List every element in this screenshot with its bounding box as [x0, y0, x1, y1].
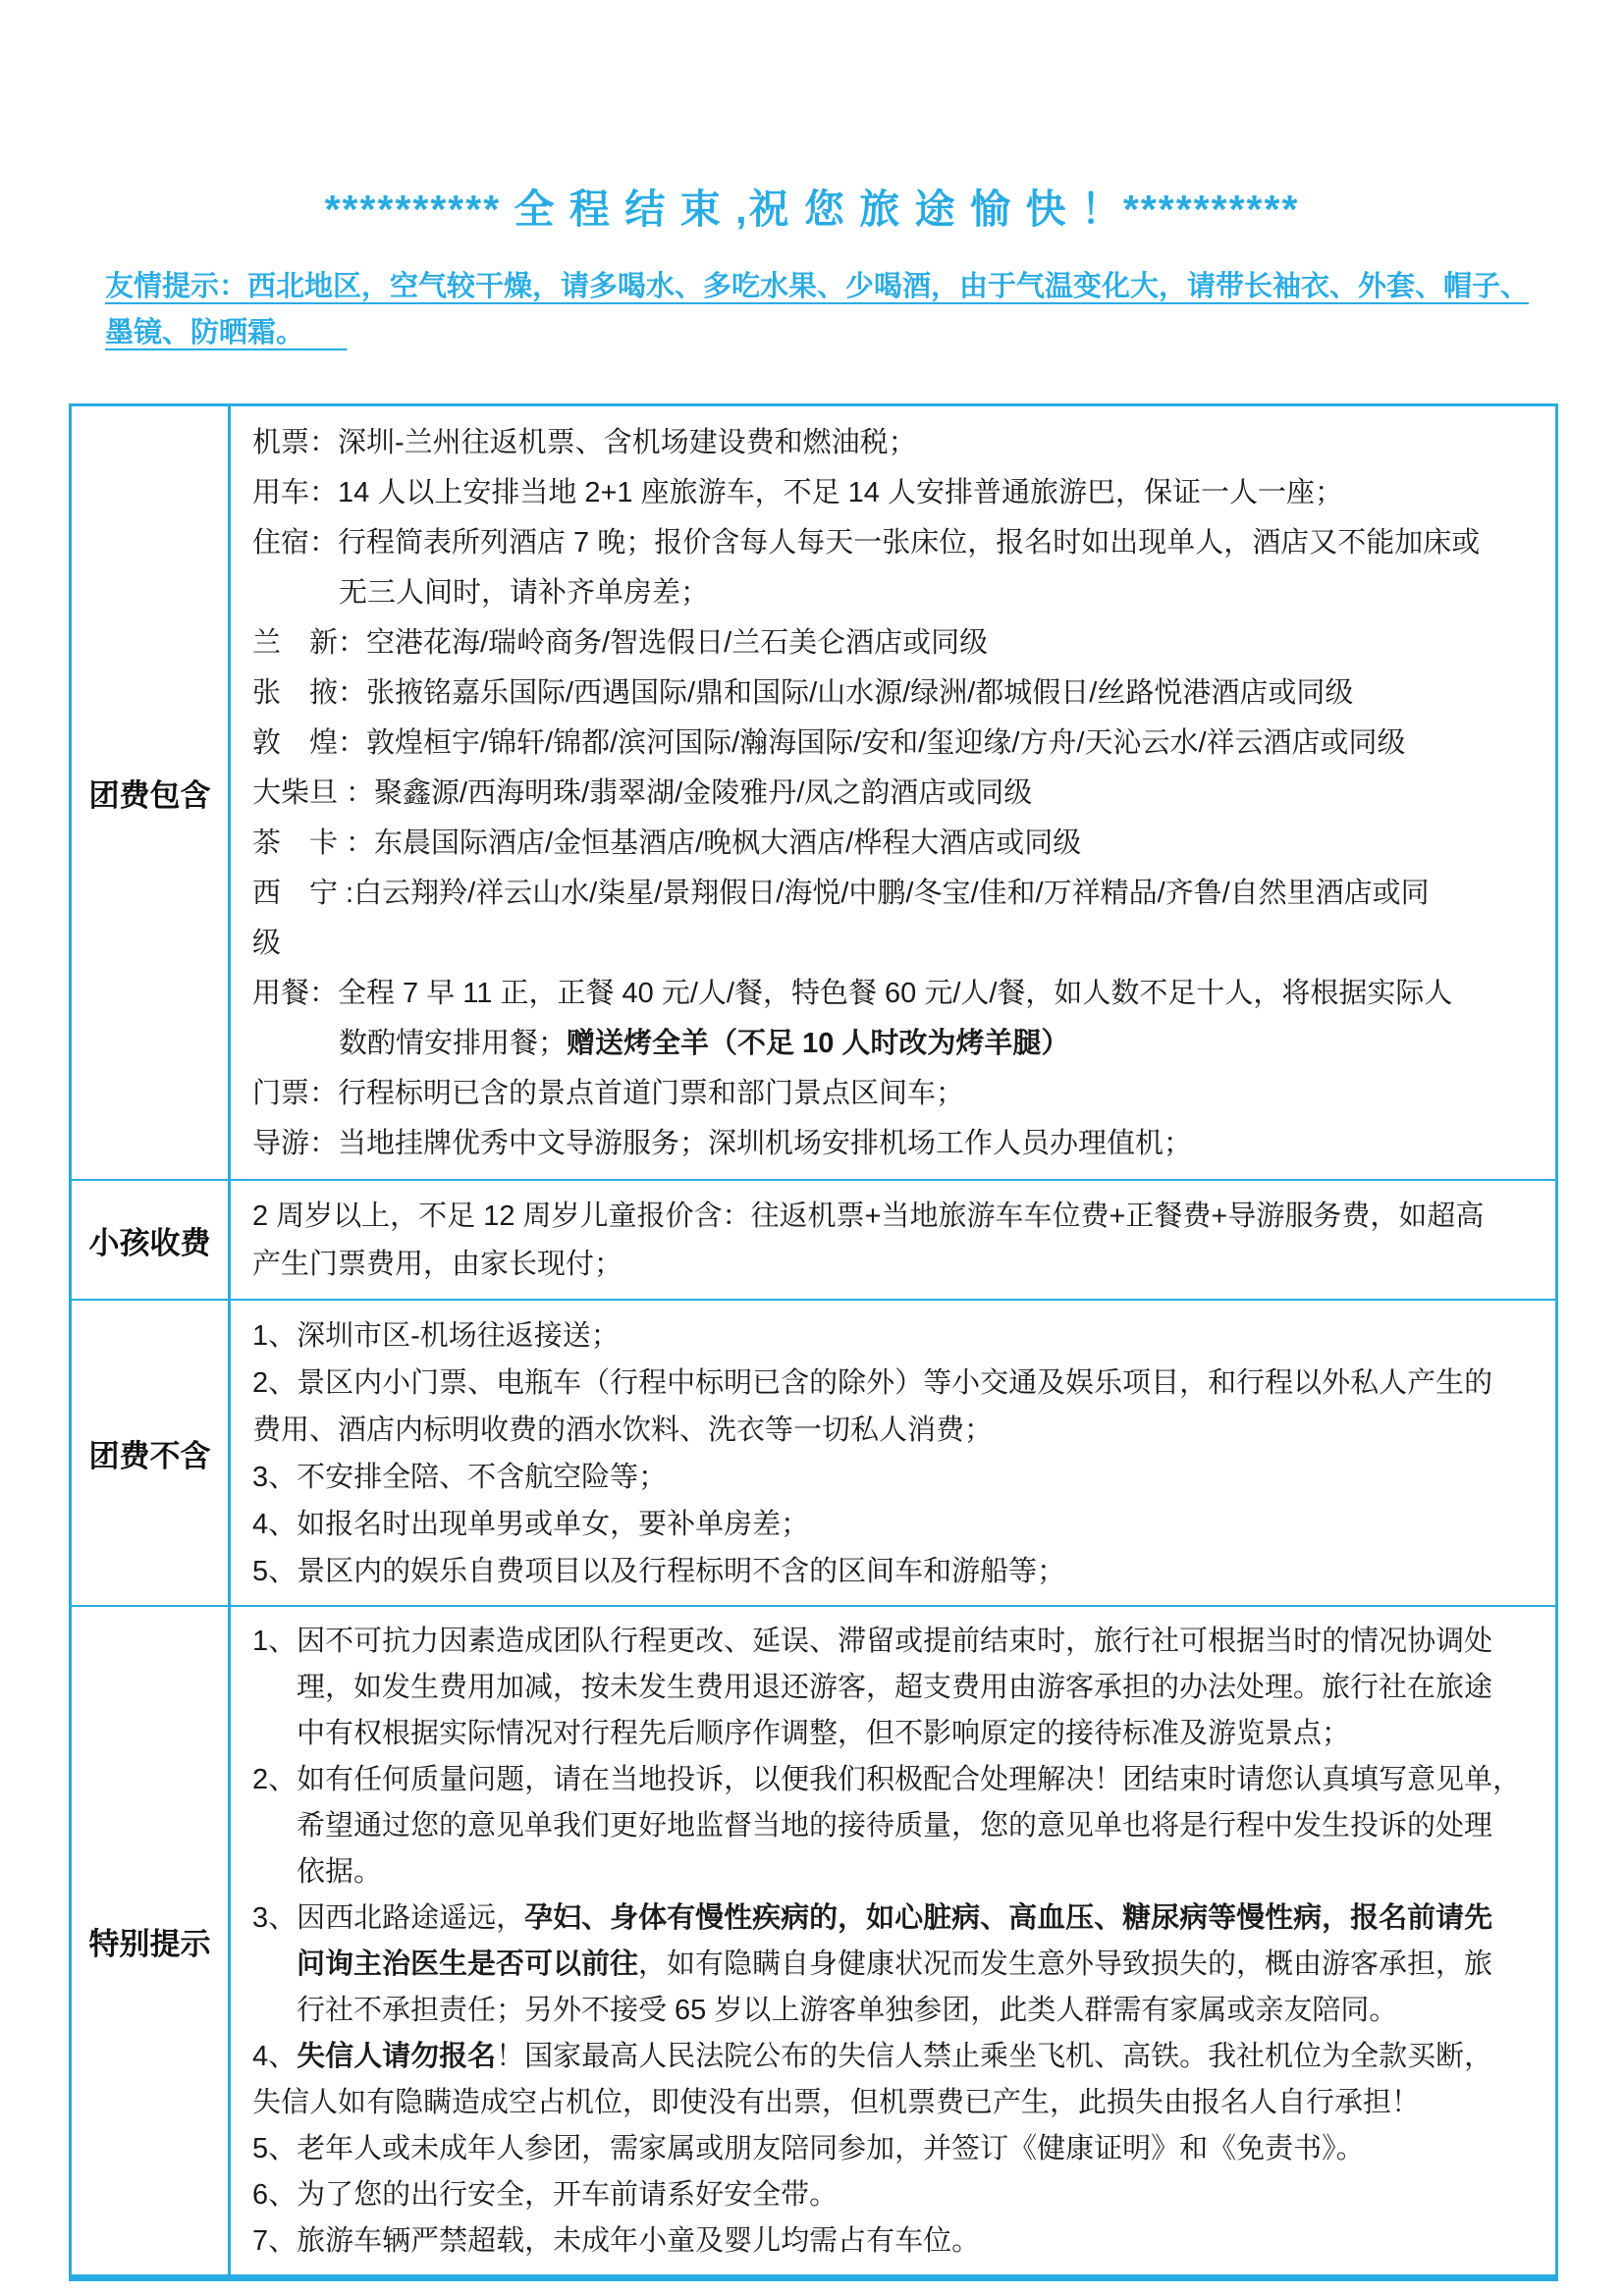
- content-line: [252, 668, 1534, 719]
- content-line: [252, 1019, 1534, 1069]
- row-label: 团费不含: [72, 1301, 231, 1605]
- text-segment: 中有权根据实际情况对行程先后顺序作调整，但不影响原定的接待标准及游览景点；: [297, 1718, 1351, 1749]
- text-segment: 希望通过您的意见单我们更好地监督当地的接待质量，您的意见单也将是行程中发生投诉的处理: [297, 1810, 1493, 1842]
- content-line: [252, 2080, 1534, 2126]
- text-segment: 门票：行程标明已含的景点首道门票和部门景点区间车；: [252, 1078, 965, 1109]
- text-segment: 西 宁 :白云翔羚/祥云山水/柒星/景翔假日/海悦/中鹏/冬宝/佳和/万祥精品/齐鲁/自然里酒店或同: [252, 878, 1430, 909]
- content-line: [252, 1069, 1534, 1119]
- content-line: [252, 468, 1534, 518]
- row-label: 团费包含: [72, 406, 231, 1179]
- text-segment: 2、景区内小门票、电瓶车（行程中标明已含的除外）等小交通及娱乐项目，和行程以外私人产生的: [252, 1367, 1493, 1399]
- content-line: [252, 618, 1534, 668]
- content-line: [252, 1407, 1534, 1454]
- bold-text-segment: 孕妇、身体有慢性疾病的，如心脏病、高血压、糖尿病等慢性病，报名前请先: [524, 1902, 1493, 1934]
- content-line: [252, 869, 1534, 919]
- content-line: [252, 719, 1534, 769]
- text-segment: 3、不安排全陪、不含航空险等；: [252, 1462, 668, 1493]
- content-line: [252, 1454, 1534, 1501]
- content-line: [252, 1193, 1534, 1241]
- text-segment: ！国家最高人民法院公布的失信人禁止乘坐飞机、高铁。我社机位为全款买断，: [496, 2041, 1493, 2072]
- text-segment: 理，如发生费用加减，按未发生费用退还游客，超支费用由游客承担的办法处理。旅行社在旅途: [297, 1672, 1493, 1703]
- row-label: 小孩收费: [72, 1181, 231, 1299]
- content-line: [252, 1849, 1534, 1896]
- content-line: [252, 769, 1534, 819]
- content-line: [252, 2218, 1534, 2265]
- text-segment: 用餐：全程 7 早 11 正，正餐 40 元/人/餐，特色餐 60 元/人/餐，如人数不足十人，将根据实际人: [252, 978, 1453, 1009]
- text-segment: 失信人如有隐瞒造成空占机位，即使没有出票，但机票费已产生，此损失由报名人自行承担！: [252, 2087, 1421, 2118]
- text-segment: 依据。: [297, 1856, 383, 1888]
- text-segment: 级: [252, 928, 282, 959]
- text-segment: 兰 新：空港花海/瑞岭商务/智选假日/兰石美仑酒店或同级: [252, 627, 989, 659]
- content-line: [252, 1548, 1534, 1595]
- content-line: [252, 919, 1534, 969]
- text-segment: 行社不承担责任；另外不接受 65 岁以上游客单独参团，此类人群需有家属或亲友陪同。: [297, 1995, 1398, 2026]
- text-segment: 7、旅游车辆严禁超载，未成年小童及婴儿均需占有车位。: [252, 2225, 981, 2257]
- row-label: 特别提示: [72, 1607, 231, 2274]
- text-segment: 3、因西北路途遥远，: [252, 1902, 525, 1934]
- text-segment: ，如有隐瞒自身健康状况而发生意外导致损失的，概由游客承担，旅: [638, 1949, 1493, 1980]
- content-line: [252, 819, 1534, 869]
- content-line: [252, 1665, 1534, 1711]
- bold-text-segment: 赠送烤全羊（不足 10 人时改为烤羊腿）: [567, 1028, 1070, 1059]
- bold-text-segment: 问询主治医生是否可以前往: [297, 1949, 639, 1980]
- content-line: [252, 1241, 1534, 1289]
- content-line: [252, 1501, 1534, 1548]
- table-row: [72, 1299, 1555, 1605]
- text-segment: 用车：14 人以上安排当地 2+1 座旅游车，不足 14 人安排普通旅游巴，保证一人一座；: [252, 477, 1343, 508]
- text-segment: 张 掖：张掖铭嘉乐国际/西遇国际/鼎和国际/山水源/绿洲/都城假日/丝路悦港酒店或同级: [252, 677, 1354, 709]
- content-line: [252, 418, 1534, 468]
- row-content: [231, 406, 1555, 1179]
- content-line: [252, 1757, 1534, 1803]
- content-line: [252, 1942, 1534, 1988]
- friendly-tip-line: 友情提示：西北地区，空气较干燥，请多喝水、多吃水果、少喝酒，由于气温变化大，请带长袖衣、外套、帽子、: [105, 271, 1530, 302]
- bold-text-segment: 失信人请勿报名: [297, 2041, 497, 2072]
- friendly-tip-line: 墨镜、防晒霜。: [105, 317, 291, 348]
- content-line: [252, 518, 1534, 568]
- content-line: [252, 1988, 1534, 2034]
- content-line: [252, 2172, 1534, 2218]
- text-segment: 5、景区内的娱乐自费项目以及行程标明不含的区间车和游船等；: [252, 1556, 1066, 1587]
- fee-table: [69, 403, 1558, 2281]
- text-segment: 大柴旦 ：聚鑫源/西海明珠/翡翠湖/金陵雅丹/凤之韵酒店或同级: [252, 777, 1033, 809]
- text-segment: 导游：当地挂牌优秀中文导游服务；深圳机场安排机场工作人员办理值机；: [252, 1128, 1193, 1159]
- content-line: [252, 1119, 1534, 1169]
- table-row: [72, 406, 1555, 1179]
- text-segment: 敦 煌：敦煌桓宇/锦轩/锦都/滨河国际/瀚海国际/安和/玺迎缘/方舟/天沁云水/祥云酒店或同级: [252, 727, 1406, 759]
- text-segment: 4、: [252, 2041, 298, 2072]
- content-line: [252, 1619, 1534, 1665]
- table-row: [72, 1179, 1555, 1299]
- content-line: [252, 1803, 1534, 1849]
- text-segment: 产生门票费用，由家长现付；: [252, 1249, 623, 1280]
- content-line: [252, 1896, 1534, 1942]
- content-line: [252, 969, 1534, 1019]
- content-line: [252, 568, 1534, 618]
- text-segment: 数酌情安排用餐；: [339, 1028, 568, 1059]
- text-segment: 住宿：行程简表所列酒店 7 晚；报价含每人每天一张床位，报名时如出现单人，酒店又不能加床或: [252, 527, 1481, 559]
- table-row: [72, 1605, 1555, 2274]
- text-segment: 4、如报名时出现单男或单女，要补单房差；: [252, 1509, 810, 1540]
- row-content: [231, 1301, 1555, 1605]
- content-line: [252, 1711, 1534, 1757]
- text-segment: 费用、酒店内标明收费的酒水饮料、洗衣等一切私人消费；: [252, 1415, 994, 1446]
- text-segment: 2 周岁以上，不足 12 周岁儿童报价含：往返机票+当地旅游车车位费+正餐费+导游服务费，如超高: [252, 1201, 1485, 1232]
- content-line: [252, 2034, 1534, 2080]
- text-segment: 茶 卡 ：东晨国际酒店/金恒基酒店/晚枫大酒店/桦程大酒店或同级: [252, 828, 1082, 859]
- text-segment: 无三人间时，请补齐单房差；: [339, 577, 710, 609]
- friendly-tip: [105, 264, 1536, 356]
- content-line: [252, 1312, 1534, 1360]
- text-segment: 5、老年人或未成年人参团，需家属或朋友陪同参加，并签订《健康证明》和《免责书》。: [252, 2133, 1365, 2164]
- page-title: ********** 全 程 结 束 ,祝 您 旅 途 愉 快 ！**********: [324, 187, 1300, 232]
- text-segment: 2、如有任何质量问题，请在当地投诉，以便我们积极配合处理解决！团结束时请您认真填写意见单，: [252, 1764, 1522, 1795]
- text-segment: 6、为了您的出行安全，开车前请系好安全带。: [252, 2179, 839, 2211]
- row-content: [231, 1181, 1555, 1299]
- text-segment: 1、因不可抗力因素造成团队行程更改、延误、滞留或提前结束时，旅行社可根据当时的情况协调处: [252, 1626, 1493, 1657]
- content-line: [252, 1360, 1534, 1407]
- row-content: [231, 1607, 1555, 2274]
- content-line: [252, 2126, 1534, 2172]
- text-segment: 1、深圳市区-机场往返接送；: [252, 1320, 620, 1352]
- text-segment: 机票：深圳-兰州往返机票、含机场建设费和燃油税；: [252, 427, 917, 458]
